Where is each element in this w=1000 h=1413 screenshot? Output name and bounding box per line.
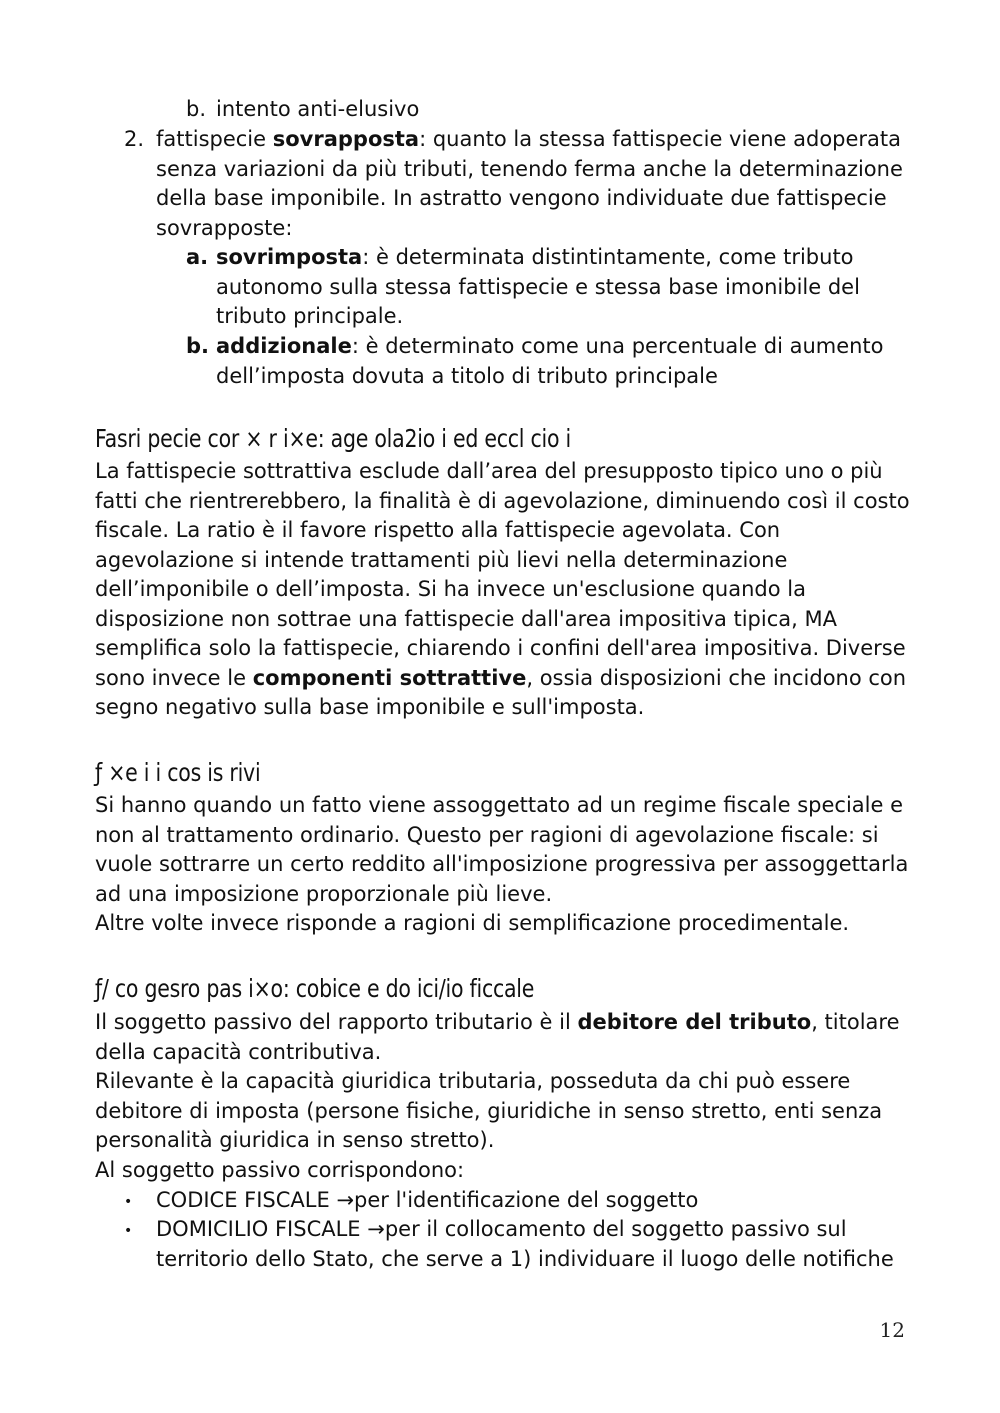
text-line: senza variazioni da più tributi, tenendo ferma anche la determinazione bbox=[156, 156, 903, 181]
text-line: sovrapposte: bbox=[156, 215, 293, 240]
text-line: debitore di imposta (persone fisiche, giuridiche in senso stretto, enti senza bbox=[95, 1098, 883, 1123]
text-line: tributo principale. bbox=[216, 304, 404, 328]
bold-term: debitore del tributo bbox=[577, 1010, 812, 1034]
sub-list-marker-b: b. bbox=[186, 334, 210, 358]
section-heading: ƒ/ co gesro pas i×o: cobice e do ici/io ficcale bbox=[95, 974, 535, 1003]
text-line: addizionale: è determinato come una percentuale di aumento bbox=[216, 334, 884, 358]
sub-item-b bbox=[216, 332, 1000, 391]
section-paragraph bbox=[95, 791, 915, 939]
text-line: fatti che rientrerebbero, la finalità è di agevolazione, diminuendo così il costo bbox=[95, 488, 910, 513]
text-line: della capacità contributiva. bbox=[95, 1039, 382, 1064]
bold-term: sovrimposta bbox=[216, 245, 363, 269]
text-line: agevolazione si intende trattamenti più lievi nella determinazione bbox=[95, 547, 788, 572]
text-line: Si hanno quando un fatto viene assoggettato ad un regime fiscale speciale e bbox=[95, 793, 904, 817]
text-line: fattispecie sovrapposta: quanto la stessa fattispecie viene adoperata bbox=[156, 127, 902, 151]
list-item-b-text: intento anti-elusivo bbox=[216, 97, 420, 121]
text-line: personalità giuridica in senso stretto). bbox=[95, 1128, 495, 1152]
text-line: della base imponibile. In astratto vengono individuate due fattispecie bbox=[156, 186, 887, 210]
bullet-icon: • bbox=[124, 1223, 133, 1239]
list-marker-2: 2. bbox=[124, 127, 145, 151]
text-line: fiscale. La ratio è il favore rispetto alla fattispecie agevolata. Con bbox=[95, 518, 781, 542]
text-line: dell’imposta dovuta a titolo di tributo principale bbox=[216, 363, 718, 388]
text-line: DOMICILIO FISCALE →per il collocamento del soggetto passivo sul bbox=[156, 1217, 847, 1241]
text-line: disposizione non sottrae una fattispecie dall'area impositiva tipica, MA bbox=[95, 606, 837, 631]
text-line: segno negativo sulla base imponibile e sull'imposta. bbox=[95, 695, 645, 719]
bullet-item bbox=[156, 1186, 976, 1216]
text-line: autonomo sulla stessa fattispecie e stessa base imonibile del bbox=[216, 274, 860, 299]
text-line: Al soggetto passivo corrispondono: bbox=[95, 1157, 465, 1182]
text-line: territorio dello Stato, che serve a 1) individuare il luogo delle notifiche bbox=[156, 1246, 894, 1271]
text-line: ad una imposizione proporzionale più lieve. bbox=[95, 881, 553, 906]
bold-term: sovrapposta bbox=[272, 127, 420, 151]
text-line: La fattispecie sottrattiva esclude dall’area del presupposto tipico uno o più bbox=[95, 459, 883, 483]
text-line: Il soggetto passivo del rapporto tributario è il debitore del tributo, titolare bbox=[95, 1010, 900, 1034]
text-line: dell’imponibile o dell’imposta. Si ha invece un'esclusione quando la bbox=[95, 577, 806, 601]
text-line: vuole sottrarre un certo reddito all'imposizione progressiva per assoggettarla bbox=[95, 852, 909, 876]
text-line: non al trattamento ordinario. Questo per ragioni di agevolazione fiscale: si bbox=[95, 822, 879, 847]
bold-term: addizionale bbox=[216, 334, 352, 358]
text-line: Altre volte invece risponde a ragioni di semplificazione procedimentale. bbox=[95, 911, 850, 935]
text-line: sovrimposta: è determinata distintintamente, come tributo bbox=[216, 245, 854, 269]
section-heading: ƒ ×e i i cos is rivi bbox=[95, 758, 261, 787]
text-line: sono invece le componenti sottrattive, ossia disposizioni che incidono con bbox=[95, 665, 907, 690]
section-paragraph bbox=[95, 457, 915, 723]
sub-item-a bbox=[216, 243, 1000, 332]
text-line: Rilevante è la capacità giuridica tributaria, posseduta da chi può essere bbox=[95, 1069, 851, 1093]
bold-term: componenti sottrattive bbox=[252, 665, 527, 690]
section-paragraph bbox=[95, 1008, 915, 1185]
list-item-2 bbox=[156, 125, 976, 243]
bullet-icon: • bbox=[124, 1194, 133, 1210]
list-marker-b: b. bbox=[186, 97, 207, 121]
text-line: semplifica solo la fattispecie, chiarendo i confini dell'area impositiva. Diverse bbox=[95, 636, 906, 660]
sub-list-marker-a: a. bbox=[186, 245, 209, 269]
bullet-item bbox=[156, 1215, 976, 1274]
text-line: CODICE FISCALE →per l'identificazione del soggetto bbox=[156, 1188, 699, 1212]
section-heading: Fasri pecie cor × r i×e: age ola2io i ed eccl cio i bbox=[95, 424, 572, 453]
page-number: 12 bbox=[879, 1318, 905, 1342]
